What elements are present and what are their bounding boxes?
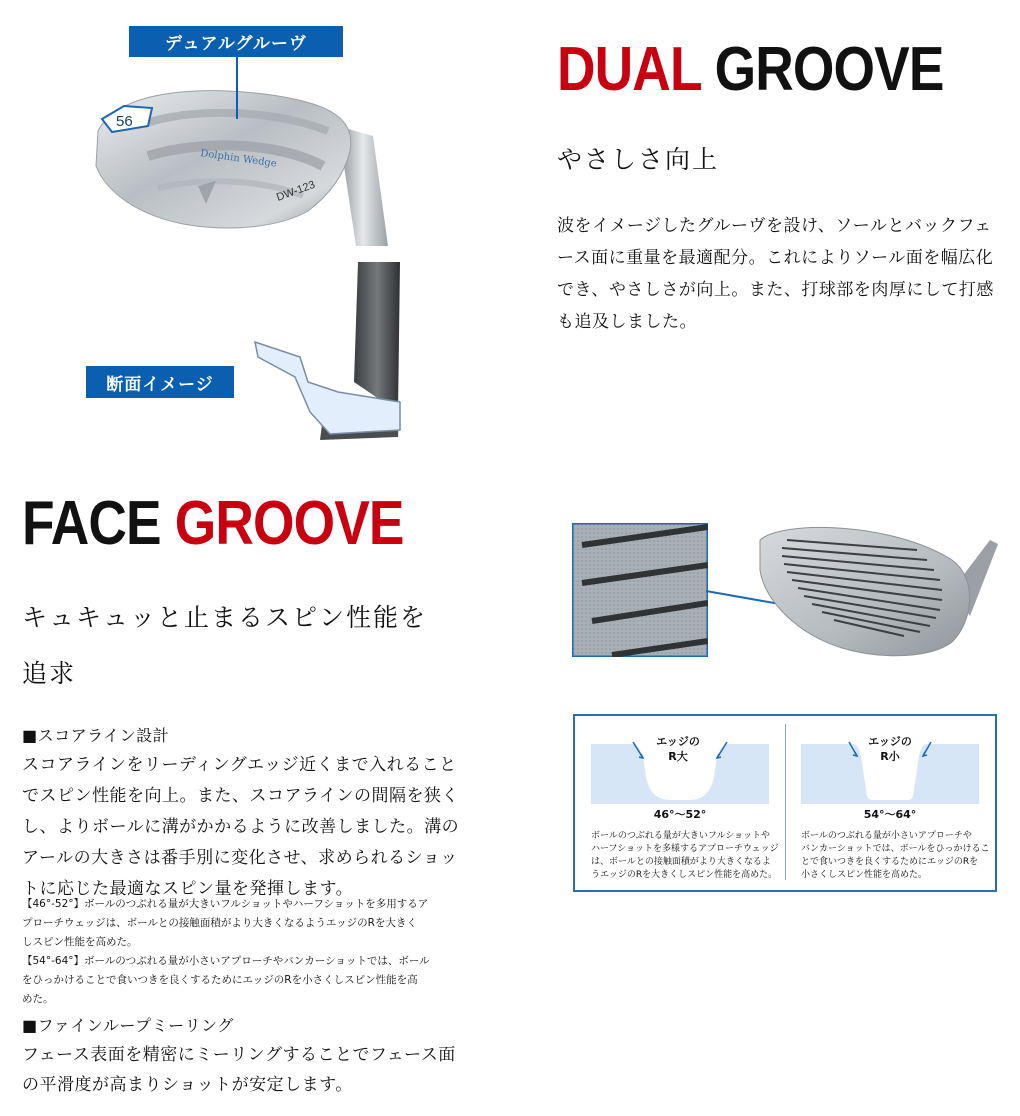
edge-large-desc: [591, 830, 781, 882]
dual-groove-tag: デュアルグルーヴ: [129, 26, 343, 57]
brand-marking: Dolphin Wedge: [199, 148, 278, 170]
loft-note-line: をひっかけることで食いつきを良くするためにエッジのRを小さくしスピン性能を高: [22, 974, 418, 986]
edge-large-desc-line: うエッジのRを大きくしスピン性能を高めた。: [591, 870, 778, 880]
loft-note-line: プローチウェッジは、ボールとの接触面積がより大きくなるようエッジのRを大きく: [22, 917, 417, 929]
edge-small-desc-line: ボールのつぶれる量が小さいアプローチや: [801, 831, 972, 841]
edge-small-desc-line: とで食いつきを良くするためにエッジのRを: [801, 857, 979, 867]
edge-radius-panel: [573, 714, 997, 892]
loft-notes: [22, 895, 492, 1009]
score-body-line: トに応じた最適なスピン量を発揮します。: [22, 879, 354, 899]
milling-body-line: の平滑度が高まりショットが安定します。: [22, 1075, 353, 1095]
face-groove-title: [22, 488, 404, 559]
tag-pointer-line: [236, 57, 238, 119]
cross-section-tag: 断面イメージ: [86, 366, 234, 398]
edge-small-label-line2: R小: [880, 750, 900, 763]
loft-note-line: 【54°-64°】ボールのつぶれる量が小さいアプローチやバンカーショットでは、ボール: [22, 955, 430, 967]
score-heading: ■スコアライン設計: [22, 726, 170, 745]
edge-small-desc-line: バンカーショットでは、ボールをひっかけるこ: [801, 844, 990, 854]
edge-large-label: [643, 734, 713, 764]
loft-marking: 56: [116, 113, 133, 130]
model-marking: DW-123: [274, 178, 317, 204]
dual-groove-subtitle: やさしさ向上: [557, 145, 720, 174]
score-body-line: スコアラインをリーディングエッジ近くまで入れること: [22, 755, 457, 775]
loft-note-line: めた。: [22, 993, 54, 1005]
score-body-line: でスピン性能を向上。また、スコアラインの間隔を狭く: [22, 786, 459, 806]
wedge-face-image: [752, 520, 998, 660]
dual-groove-body-line: ース面に重量を最適配分。これによりソール面を幅広化: [557, 248, 994, 268]
dual-groove-body: [557, 210, 1007, 338]
edge-large-desc-line: ハーフショットを多様するアプローチウェッジ: [591, 844, 779, 854]
face-groove-subtitle-line2: 追求: [22, 659, 77, 688]
wedge-back-image: [88, 56, 398, 252]
score-body: [22, 750, 482, 905]
score-body-line: し、よりボールに溝がかかるように改善しました。溝の: [22, 817, 460, 837]
face-groove-subtitle: [22, 590, 427, 702]
face-groove-title-part1: FACE: [22, 489, 161, 558]
edge-large-desc-line: ボールのつぶれる量が大きいフルショットや: [591, 831, 771, 841]
dual-groove-title-part2: GROOVE: [714, 35, 944, 104]
edge-small-desc: [801, 830, 991, 882]
dual-groove-title: [557, 34, 944, 105]
groove-closeup-image: [572, 523, 708, 657]
score-body-line: アールの大きさは番手別に変化させ、求められるショッ: [22, 848, 458, 868]
edge-small-desc-line: 小さくしスピン性能を高めた。: [801, 870, 928, 880]
cross-section-image: [250, 262, 410, 452]
milling-body: [22, 1040, 492, 1100]
milling-heading: ■ファインループミーリング: [22, 1016, 234, 1035]
dual-groove-body-line: も追及しました。: [557, 312, 697, 332]
face-groove-title-part2: GROOVE: [174, 489, 404, 558]
milling-body-line: フェース表面を精密にミーリングすることでフェース面: [22, 1045, 456, 1065]
edge-large-label-line2: R大: [668, 750, 688, 763]
dual-groove-body-line: 波をイメージしたグルーヴを設け、ソールとバックフェ: [557, 216, 992, 236]
edge-large-desc-line: は、ボールとの接触面積がより大きくなるよ: [591, 857, 771, 867]
edge-small-label: [855, 734, 925, 764]
loft-note-line: しスピン性能を高めた。: [22, 936, 138, 948]
edge-large-label-line1: エッジの: [656, 735, 700, 748]
loft-note-line: 【46°-52°】ボールのつぶれる量が大きいフルショットやハーフショットを多用するア: [22, 898, 429, 910]
panel-divider: [785, 724, 786, 880]
face-groove-subtitle-line1: キュキュッと止まるスピン性能を: [22, 603, 428, 632]
dual-groove-title-part1: DUAL: [557, 35, 701, 104]
edge-small-label-line1: エッジの: [868, 735, 912, 748]
dual-groove-body-line: でき、やさしさが向上。また、打球部を肉厚にして打感: [557, 280, 994, 300]
edge-large-angle: 46°〜52°: [653, 808, 707, 821]
edge-small-angle: 54°〜64°: [863, 808, 917, 821]
